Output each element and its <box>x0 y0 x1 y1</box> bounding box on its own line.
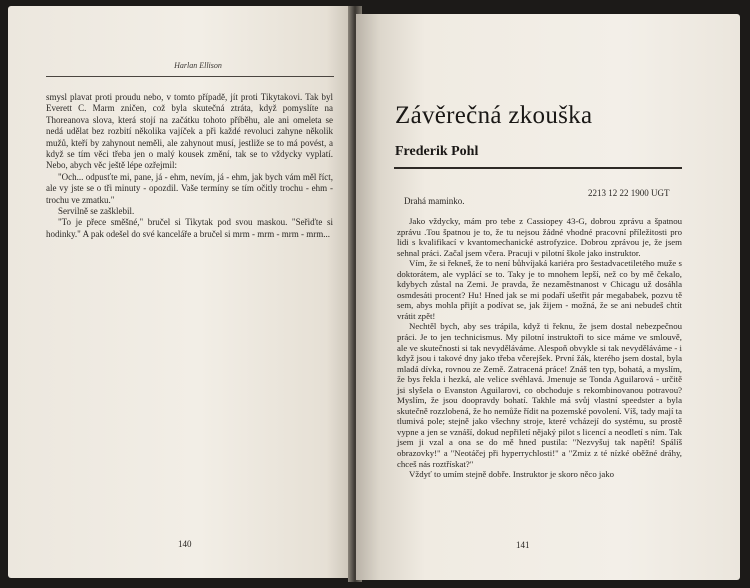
right-page <box>356 14 740 580</box>
paragraph: Vím, že si řekneš, že to není bůhvíjaká kariéra pro šestadvacetiletého muže s doktorátem, ale vyplácí se to. Taky je to mnohem lepší, než co by mě čekalo, kdybych zůstal na Zemi. Je pravda, že nezaměstnanost v Chicagu už dosáhla osmdesáti procent? Hu! Hned jak se mi podaří ušetřit pár megababek, pozvu tě sem, abys mohla přijít a podívat se, jak žijem - možná, že se ani nebudeš chtít vrátit zpět! <box>397 258 682 321</box>
left-page <box>8 6 354 578</box>
left-page-body <box>46 92 333 240</box>
paragraph: Vždyť to umím stejně dobře. Instruktor je skoro něco jako <box>409 469 615 480</box>
letter-salutation: Drahá maminko. <box>404 196 465 206</box>
chapter-author: Frederik Pohl <box>395 144 479 159</box>
paragraph: Jako vždycky, mám pro tebe z Cassiopey 43-G, dobrou zprávu a špatnou zprávu .Tou špatnou je to, že tu nejsou žádné vhodné pracovní příležitosti pro lidi s kvalifikací v kvantomechanické astrofyzice. Dobrou zprávou je, že jsem sehnal práci. Začal jsem včera. Pracuji v pilotní škole jako instruktor. <box>397 216 682 258</box>
right-page-body <box>397 216 682 480</box>
paragraph: "Och... odpusťte mi, pane, já - ehm, nevím, já - ehm, jak bych vám měl říct, ale vy jste se o tři minuty - opozdil. Vaše termíny se tím očitly trochu - ehm - trochu ve zmatku." <box>46 171 333 205</box>
letter-date: 2213 12 22 1900 UGT <box>588 188 670 198</box>
header-rule <box>46 76 334 77</box>
paragraph: "To je přece směšné," bručel si Tikytak pod svou maskou. "Seřiďte si hodinky." A pak odešel do své kanceláře a bručel si mrm - mrm - mrm - mrm... <box>46 217 333 239</box>
chapter-title: Závěrečná zkouška <box>395 102 593 129</box>
title-rule <box>394 167 682 169</box>
running-head: Harlan Ellison <box>174 61 222 70</box>
paragraph: smysl plavat proti proudu nebo, v tomto případě, jít proti Tikytakovi. Tak byl Everett C. Marm zničen, což byla skutečná ztráta, když pomyslíte na Thoreanova slova, která stojí na začátku tohoto příběhu, ale ani omeleta se nedá udělat bez rozbití několika vajíček a při každé revoluci zahyne několik mužů, kteří by zahynout neměli, ale zahynout musí, jestliže se to má povést, a když se tím věci třeba jen o malý kousek změní, tak se to vždycky vyplatí. Nebo, abych věc ještě lépe ozřejmil: <box>46 92 333 171</box>
paragraph: Nechtěl bych, aby ses trápila, když ti řeknu, že jsem dostal nebezpečnou práci. Je to jen technicismus. My pilotní instruktoři to sice máme ve smlouvě, ale ve skutečnosti si tak nevyděláváme. Alespoň obvykle si tak nevyděláváme - i když jsou i takové dny jako třeba včerejšek. První žák, kterého jsem dostal, byla mladá dívka, rovnou ze Země. Zatracená práce! Znáš ten typ, bohatá, a myslím, že bys řekla i hezká, ale velice svéhlavá. Jmenuje se Tonda Aguilarová - určitě jsi slyšela o Evanston Aguilarovi, co obchoduje s rekombinovanou potravou? Myslím, že jsou doopravdy bohatí. Takhle má svůj vlastní speedster a byla skutečně rozzlobená, že ho nemůže řídit na pozemské povolení. Víš, tady mají ta tlumivá pole; stejně jako všechny stroje, které vcházejí do systému, su prostě vypne a jen se vznáší, dokud nepřiletí nějaký pilot s licencí a neodletí s ním. Tak jsem ji vzal a ona se do mě hned pustila: "Nezvyšuj tak napětí! Spálíš obrazovky!" a "Neotáčej při hyperrychlosti!" a "Zmiz z té nízké oběžné dráhy, chceš nás roztřískat?" <box>397 321 682 469</box>
page-number: 141 <box>516 540 530 550</box>
page-number: 140 <box>178 539 192 549</box>
paragraph: Servilně se zašklebil. <box>58 206 135 217</box>
